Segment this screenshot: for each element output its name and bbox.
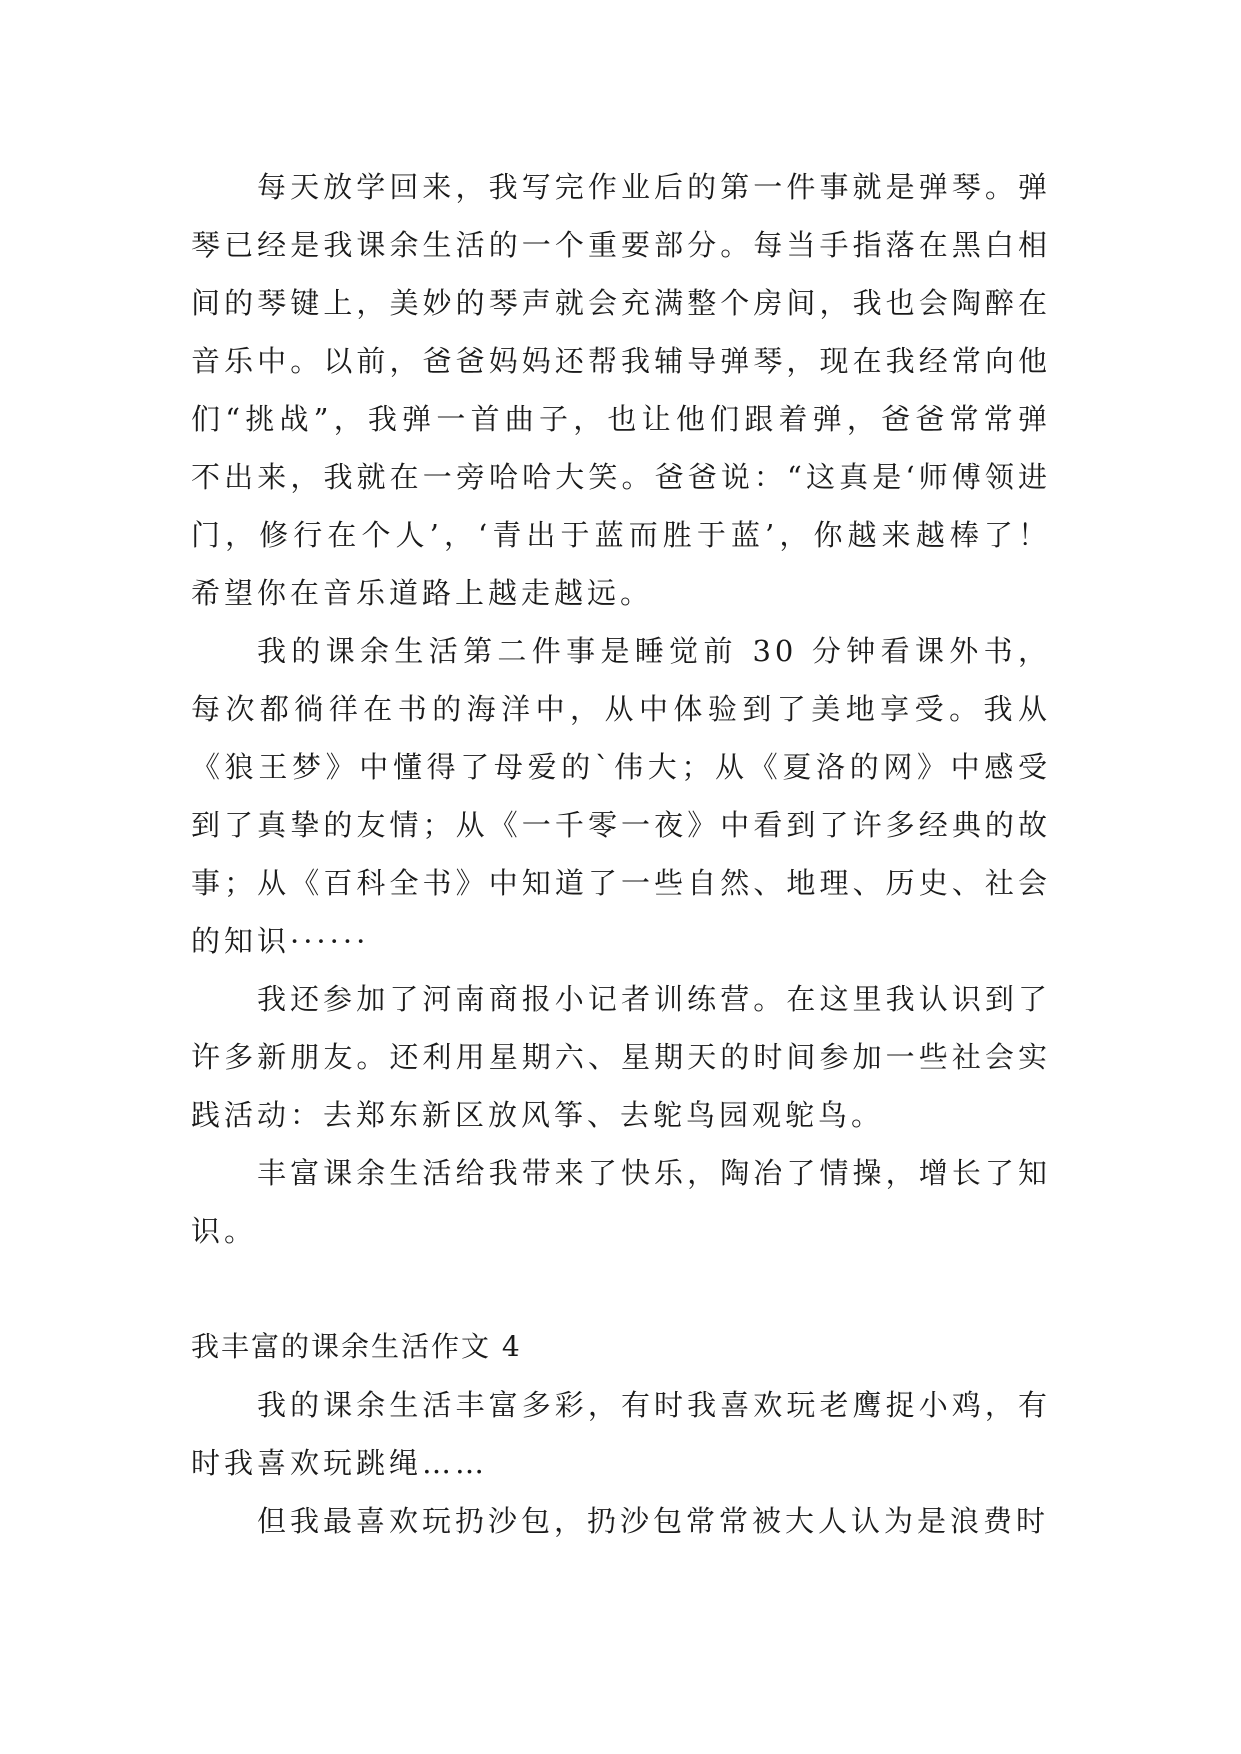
paragraph-summary: 丰富课余生活给我带来了快乐，陶冶了情操，增长了知识。 [191,1156,1051,1248]
document-body [191,158,1051,1550]
paragraph-piano: 每天放学回来，我写完作业后的第一件事就是弹琴。弹琴已经是我课余生活的一个重要部分。每当手指落在黑白相间的琴键上，美妙的琴声就会充满整个房间，我也会陶醉在音乐中。以前，爸爸妈妈还帮我辅导弹琴，现在我经常向他们“挑战”，我弹一首曲子，也让他们跟着弹，爸爸常常弹不出来，我就在一旁哈哈大笑。爸爸说：“这真是‘师傅领进门，修行在个人’，‘青出于蓝而胜于蓝’，你越来越棒了！希望你在音乐道路上越走越远。 [191,170,1051,610]
paragraph-sandbag: 但我最喜欢玩扔沙包，扔沙包常常被大人认为是浪费时 [257,1504,1050,1538]
paragraph-reporter-camp: 我还参加了河南商报小记者训练营。在这里我认识到了许多新朋友。还利用星期六、星期天的时间参加一些社会实践活动：去郑东新区放风筝、去鸵鸟园观鸵鸟。 [191,982,1051,1132]
paragraph-reading: 我的课余生活第二件事是睡觉前 30 分钟看课外书，每次都徜徉在书的海洋中，从中体验到了美地享受。我从《狼王梦》中懂得了母爱的`伟大；从《夏洛的网》中感受到了真挚的友情；从《一千零一夜》中看到了许多经典的故事；从《百科全书》中知道了一些自然、地理、历史、社会的知识······ [191,634,1051,958]
paragraph-games: 我的课余生活丰富多彩，有时我喜欢玩老鹰捉小鸡，有时我喜欢玩跳绳…… [191,1388,1051,1480]
section-title: 我丰富的课余生活作文 4 [191,1330,522,1363]
